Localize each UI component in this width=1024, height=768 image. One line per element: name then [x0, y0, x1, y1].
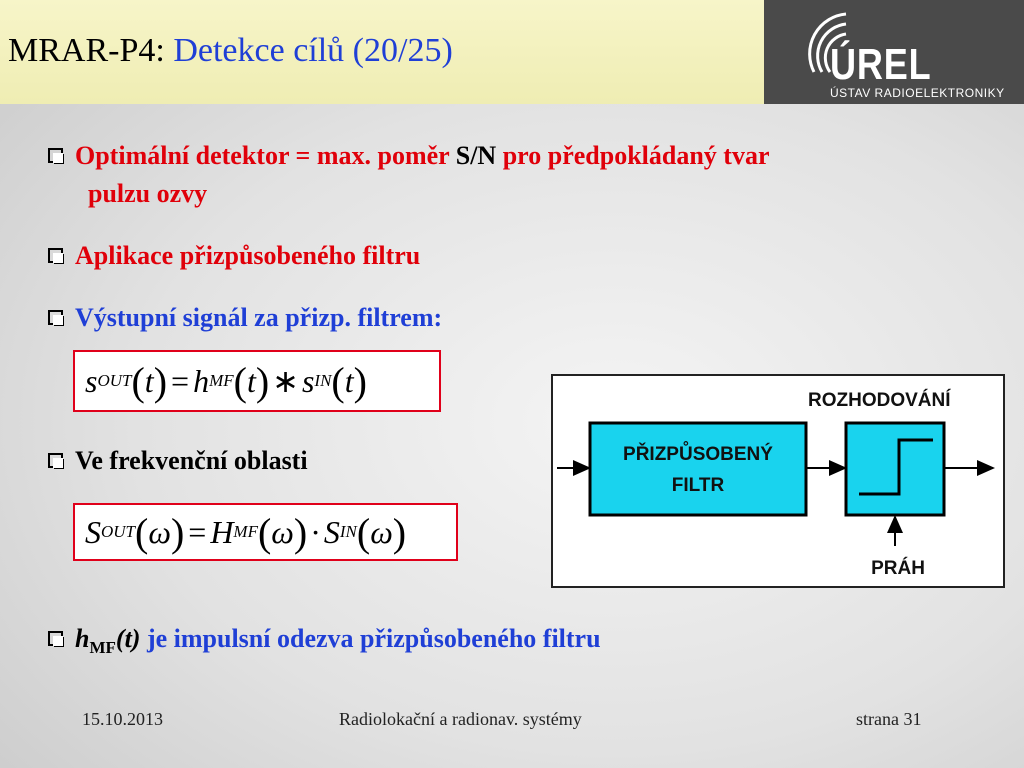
bullet-frequency-domain	[48, 444, 308, 478]
f2-in: IN	[339, 522, 357, 541]
bullet5-arg: (t)	[115, 624, 141, 653]
bullet3-text: Výstupní signál za přizp. filtrem:	[75, 303, 443, 332]
logo-wordmark: ÚREL	[830, 40, 932, 89]
bullet2-text: Aplikace přizpůsobeného filtru	[75, 241, 421, 270]
f2-S: S	[85, 513, 101, 550]
f2-S2: S	[323, 513, 340, 550]
bullet1-text-b: pro předpokládaný tvar	[496, 141, 770, 170]
footer-page-number: strana 31	[856, 709, 922, 729]
bullet5-text: je impulsní odezva přizpůsobeného filtru	[140, 624, 601, 653]
f1-s2: s	[301, 362, 315, 399]
decision-block	[846, 423, 944, 515]
bullet-impulse-response	[48, 622, 601, 665]
bullet-optimal-detector	[48, 139, 770, 173]
slide-header	[0, 0, 764, 104]
f1-s: s	[85, 362, 98, 399]
matched-filter-block	[590, 423, 806, 515]
f2-H: H	[210, 513, 234, 550]
block-diagram-canvas	[553, 376, 1003, 586]
filter-label-line1: PŘIZPŮSOBENÝ	[623, 444, 773, 465]
f1-out: OUT	[97, 371, 132, 390]
decision-label: ROZHODOVÁNÍ	[808, 390, 951, 411]
slide-title	[8, 32, 453, 70]
bullet5-h: h	[75, 624, 90, 653]
bullet-output-signal	[48, 301, 442, 335]
f2-dot: ·	[310, 513, 321, 550]
f2-eq: =	[188, 513, 207, 550]
checkbox-bullet-icon	[48, 148, 63, 163]
formula-time-domain: s OUT ( t ) = h MF ( t ) ∗ s IN ( t )	[73, 350, 441, 412]
title-subtitle: Detekce cílů (20/25)	[173, 32, 453, 69]
f2-w1: ω	[148, 513, 171, 550]
bullet1-sn: S/N	[455, 141, 497, 170]
footer-course: Radiolokační a radionav. systémy	[339, 709, 582, 729]
bullet-matched-filter	[48, 239, 420, 273]
f1-mf: MF	[209, 371, 234, 390]
f2-w3: ω	[370, 513, 393, 550]
f1-t1: t	[144, 362, 154, 399]
bullet1-text-a: Optimální detektor = max. poměr	[75, 141, 456, 170]
block-diagram	[551, 374, 1005, 588]
f2-out: OUT	[101, 522, 136, 541]
checkbox-bullet-icon	[48, 310, 63, 325]
f1-conv: ∗	[272, 363, 299, 399]
f1-t2: t	[246, 362, 256, 399]
bullet4-text: Ve frekvenční oblasti	[75, 446, 308, 475]
threshold-label: PRÁH	[871, 558, 925, 579]
logo-subtitle: ÚSTAV RADIOELEKTRONIKY	[830, 86, 1005, 100]
f1-eq: =	[171, 362, 190, 399]
checkbox-bullet-icon	[48, 248, 63, 263]
footer-date: 15.10.2013	[82, 709, 163, 729]
checkbox-bullet-icon	[48, 453, 63, 468]
formula-frequency-domain: S OUT ( ω ) = H MF ( ω ) · S IN ( ω )	[73, 503, 458, 561]
bullet1-line2: pulzu ozvy	[88, 179, 208, 208]
f2-mf: MF	[233, 522, 258, 541]
filter-label-line2: FILTR	[671, 475, 725, 496]
checkbox-bullet-icon	[48, 631, 63, 646]
title-lead: MRAR-P4:	[8, 32, 165, 69]
f1-in: IN	[314, 371, 332, 390]
f1-h: h	[193, 362, 210, 399]
urel-logo	[764, 0, 1024, 104]
f1-t3: t	[344, 362, 354, 399]
bullet5-sub: MF	[89, 638, 116, 658]
f2-w2: ω	[271, 513, 294, 550]
